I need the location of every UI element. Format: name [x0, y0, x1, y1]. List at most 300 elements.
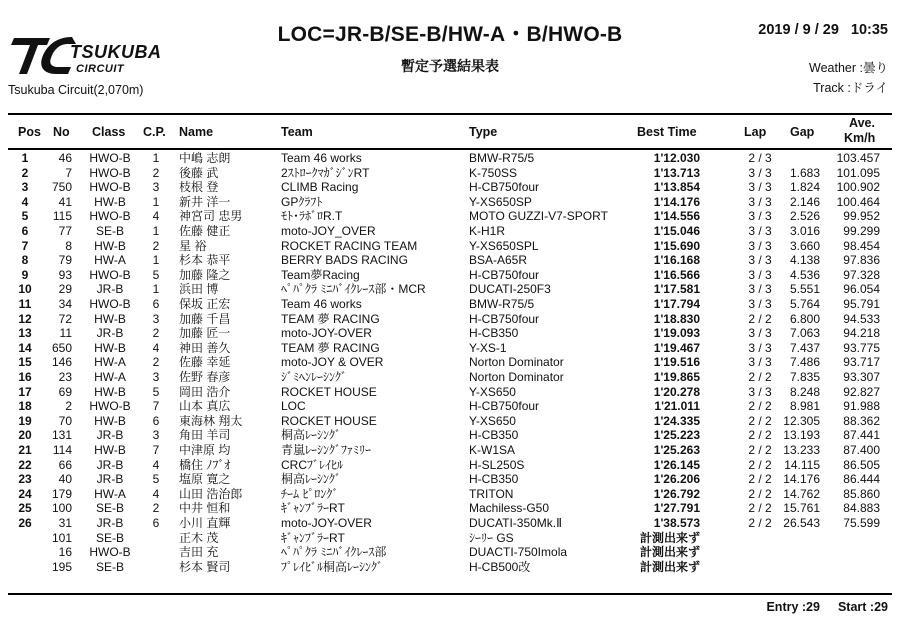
- cell-kmh: 92.827: [843, 384, 880, 399]
- cell-pos: 16: [18, 370, 32, 384]
- cell-type: K-W1SA: [469, 443, 516, 457]
- cell-pos: 1: [21, 151, 29, 165]
- cell-cls: JR-B: [96, 516, 124, 530]
- table-row: [0, 531, 900, 546]
- cell-best: 1'24.335: [653, 413, 700, 428]
- table-row: [0, 428, 900, 443]
- cell-no: 66: [58, 457, 72, 472]
- cell-name: 後藤 武: [179, 165, 219, 180]
- cell-cls: SE-B: [95, 224, 124, 238]
- cell-cp: 6: [152, 413, 160, 428]
- cell-lap: 2 / 2: [748, 413, 772, 428]
- cell-gap: 1.683: [789, 165, 820, 180]
- cell-gap: 26.543: [783, 516, 820, 530]
- cell-lap: 2 / 2: [748, 399, 772, 414]
- cell-lap: 3 / 3: [748, 253, 772, 268]
- cell-pos: 20: [18, 428, 32, 443]
- table-row: [0, 341, 900, 356]
- table-row: [0, 414, 900, 429]
- cell-cp: 1: [152, 151, 160, 165]
- cell-lap: 3 / 3: [748, 282, 772, 297]
- cell-no: 750: [51, 180, 72, 195]
- cell-gap: 8.981: [789, 399, 820, 414]
- cell-type: Y-XS650: [469, 413, 516, 428]
- cell-kmh: 97.836: [843, 253, 880, 268]
- cell-lap: 3 / 3: [748, 238, 772, 253]
- cell-name: 加藤 隆之: [179, 267, 231, 282]
- entry-count: Entry :29: [766, 600, 820, 614]
- cell-no: 77: [58, 224, 72, 238]
- cell-kmh: 101.095: [836, 165, 880, 180]
- cell-cls: HW-B: [94, 194, 126, 209]
- cell-gap: 14.762: [783, 486, 820, 501]
- cell-kmh: 85.860: [843, 486, 880, 501]
- cell-cls: HW-B: [94, 413, 126, 428]
- cell-gap: 2.526: [789, 209, 820, 224]
- cell-lap: 3 / 3: [748, 267, 772, 282]
- cell-gap: 6.800: [789, 311, 820, 326]
- col-type: Type: [469, 125, 498, 139]
- cell-cp: 4: [152, 457, 160, 472]
- cell-team: ｷﾞｬﾝﾌﾞﾗｰRT: [281, 530, 345, 545]
- cell-name: 山田 浩治郎: [179, 486, 243, 501]
- cell-cp: 4: [152, 340, 160, 355]
- cell-kmh: 86.505: [843, 457, 880, 472]
- cell-type: Norton Dominator: [469, 355, 564, 370]
- cell-pos: 10: [18, 282, 32, 297]
- cell-no: 7: [65, 165, 72, 180]
- cell-gap: 3.016: [789, 224, 820, 238]
- cell-kmh: 99.299: [843, 224, 880, 238]
- cell-no: 79: [58, 253, 72, 268]
- table-row: [0, 501, 900, 516]
- table-row: [0, 487, 900, 502]
- cell-no: 650: [51, 340, 72, 355]
- cell-no: 40: [58, 472, 72, 487]
- cell-best: 1'26.145: [653, 457, 700, 472]
- col-cp: C.P.: [143, 125, 166, 139]
- col-kmh: Km/h: [844, 131, 876, 145]
- cell-cls: HW-B: [94, 238, 126, 253]
- cell-team: ROCKET HOUSE: [281, 413, 377, 428]
- cell-best: 1'13.854: [653, 180, 700, 195]
- cell-team: Team 46 works: [281, 151, 362, 165]
- table-row: [0, 326, 900, 341]
- cell-no: 115: [52, 209, 72, 224]
- date: 2019 / 9 / 29: [758, 22, 839, 38]
- cell-name: 杉本 恭平: [179, 253, 231, 268]
- cell-cp: 4: [152, 486, 160, 501]
- cell-cls: HWO-B: [89, 545, 131, 560]
- date-time: [746, 22, 888, 38]
- cell-team: ﾓﾄ･ﾗﾎﾞﾛR.T: [281, 209, 343, 224]
- cell-team: 桐高ﾚｰｼﾝｸﾞ: [281, 428, 342, 443]
- table-row: [0, 472, 900, 487]
- cell-lap: 3 / 3: [748, 165, 772, 180]
- time: 10:35: [850, 22, 888, 38]
- cell-cp: 2: [152, 238, 160, 253]
- table-row: [0, 516, 900, 531]
- cell-name: 塩原 寛之: [179, 472, 231, 487]
- cell-no: 11: [59, 326, 72, 341]
- table-row: [0, 239, 900, 254]
- cell-cls: JR-B: [96, 472, 124, 487]
- cell-cls: HW-A: [94, 486, 126, 501]
- cell-no: 93: [58, 267, 72, 282]
- cell-name: 正木 茂: [179, 530, 219, 545]
- cell-team: ﾁｰﾑ ﾋﾟﾛﾝｸﾞ: [281, 486, 339, 501]
- cell-type: BMW-R75/5: [469, 151, 535, 165]
- cell-cls: JR-B: [96, 428, 124, 443]
- cell-lap: 2 / 2: [748, 472, 772, 487]
- cell-team: moto-JOY-OVER: [281, 516, 372, 530]
- cell-gap: 8.248: [789, 384, 820, 399]
- cell-type: H-CB350: [469, 472, 519, 487]
- cell-gap: 2.146: [789, 194, 820, 209]
- cell-team: 青嵐ﾚｰｼﾝｸﾞﾌｧﾐﾘｰ: [281, 443, 372, 457]
- cell-kmh: 97.328: [843, 267, 880, 282]
- cell-kmh: 93.307: [843, 370, 880, 384]
- cell-type: Y-XS-1: [469, 340, 507, 355]
- cell-gap: 5.764: [789, 297, 820, 311]
- cell-no: 100: [51, 501, 72, 516]
- cell-lap: 3 / 3: [748, 224, 772, 238]
- cell-cls: HW-B: [94, 340, 126, 355]
- cell-best: 計測出来ず: [639, 545, 700, 560]
- footer-rule: [8, 593, 892, 595]
- cell-name: 山本 真広: [179, 399, 231, 414]
- cell-cp: 2: [152, 165, 160, 180]
- cell-kmh: 75.599: [843, 516, 880, 530]
- cell-gap: 7.437: [789, 340, 820, 355]
- cell-lap: 2 / 2: [748, 516, 772, 530]
- cell-pos: 3: [21, 180, 29, 195]
- cell-lap: 3 / 3: [748, 194, 772, 209]
- cell-name: 岡田 浩介: [179, 384, 231, 399]
- cell-kmh: 99.952: [843, 209, 880, 224]
- cell-type: H-CB750four: [469, 267, 540, 282]
- cell-cls: HW-B: [94, 311, 126, 326]
- cell-lap: 3 / 3: [748, 340, 772, 355]
- cell-lap: 2 / 2: [748, 457, 772, 472]
- cell-lap: 3 / 3: [748, 209, 772, 224]
- table-row: [0, 458, 900, 473]
- col-pos: Pos: [18, 125, 41, 139]
- cell-type: Norton Dominator: [469, 370, 564, 384]
- cell-cls: HW-B: [94, 443, 126, 457]
- cell-pos: 14: [18, 340, 32, 355]
- cell-cp: 2: [152, 355, 160, 370]
- cell-team: GPｸﾗﾌﾄ: [281, 194, 323, 209]
- cell-name: 加藤 千昌: [179, 311, 231, 326]
- cell-team: TEAM 夢 RACING: [281, 311, 380, 326]
- table-row: [0, 385, 900, 400]
- cell-no: 34: [58, 297, 72, 311]
- cell-name: 神宮司 忠男: [179, 209, 243, 224]
- cell-cp: 5: [152, 384, 160, 399]
- table-row: [0, 560, 900, 575]
- cell-name: 加藤 匠一: [179, 326, 231, 341]
- cell-kmh: 100.464: [836, 194, 880, 209]
- cell-pos: 17: [18, 384, 32, 399]
- cell-name: 枝根 登: [179, 180, 219, 195]
- cell-team: Team 46 works: [281, 297, 362, 311]
- cell-gap: 7.486: [789, 355, 820, 370]
- cell-cp: 3: [152, 428, 160, 443]
- cell-type: H-CB750four: [469, 311, 540, 326]
- table-row: [0, 253, 900, 268]
- cell-best: 1'14.176: [653, 194, 700, 209]
- cell-gap: 3.660: [789, 238, 820, 253]
- table-row: [0, 224, 900, 239]
- cell-team: ﾌﾟﾚｲﾋﾞﾙ桐高ﾚｰｼﾝｸﾞ: [281, 559, 384, 574]
- cell-gap: 14.115: [784, 457, 820, 472]
- cell-best: 計測出来ず: [639, 559, 700, 574]
- cell-no: 46: [58, 151, 72, 165]
- col-best-time: Best Time: [637, 125, 697, 139]
- cell-name: 佐藤 健正: [179, 224, 231, 238]
- cell-best: 1'18.830: [653, 311, 700, 326]
- cell-type: Machiless-G50: [469, 501, 550, 516]
- cell-name: 吉田 充: [179, 545, 219, 560]
- table-row: [0, 180, 900, 195]
- cell-cp: 3: [152, 180, 160, 195]
- cell-cp: 7: [152, 443, 160, 457]
- col-team: Team: [281, 125, 313, 139]
- cell-type: DUCATI-250F3: [469, 282, 551, 297]
- table-row: [0, 399, 900, 414]
- cell-type: Y-XS650: [469, 384, 516, 399]
- cell-lap: 2 / 2: [748, 311, 772, 326]
- cell-lap: 3 / 3: [748, 384, 772, 399]
- cell-team: ROCKET RACING TEAM: [281, 238, 418, 253]
- cell-team: CLIMB Racing: [281, 180, 359, 195]
- cell-best: 1'16.168: [653, 253, 700, 268]
- cell-name: 佐藤 幸延: [179, 355, 231, 370]
- cell-team: CRCﾌﾞﾚｲﾋﾙ: [281, 457, 343, 472]
- cell-no: 195: [51, 559, 72, 574]
- header-top-rule: [8, 113, 892, 115]
- svg-text:TSUKUBA: TSUKUBA: [70, 42, 162, 62]
- cell-type: DUACTI-750Imola: [469, 545, 568, 560]
- cell-type: MOTO GUZZI-V7-SPORT: [469, 209, 608, 224]
- cell-gap: 4.138: [789, 253, 820, 268]
- cell-best: 1'16.566: [653, 267, 700, 282]
- cell-cls: JR-B: [96, 282, 124, 297]
- cell-team: ﾍﾟﾊﾟｸﾗ ﾐﾆﾊﾞｲｸﾚｰｽ部・MCR: [281, 282, 426, 297]
- col-name: Name: [179, 125, 214, 139]
- cell-kmh: 95.791: [843, 297, 880, 311]
- cell-cls: HWO-B: [89, 151, 131, 165]
- table-row: [0, 443, 900, 458]
- cell-no: 16: [58, 545, 72, 560]
- cell-team: moto-JOY & OVER: [281, 355, 384, 370]
- cell-no: 146: [51, 355, 72, 370]
- start-count: Start :29: [837, 600, 888, 614]
- cell-gap: 15.761: [783, 501, 820, 516]
- cell-type: TRITON: [469, 486, 514, 501]
- cell-no: 23: [58, 370, 72, 384]
- cell-no: 31: [58, 516, 72, 530]
- cell-no: 41: [58, 194, 72, 209]
- cell-team: ｼﾞﾐﾍﾝﾚｰｼﾝｸﾞ: [281, 370, 348, 384]
- cell-type: Y-XS650SPL: [469, 238, 539, 253]
- cell-pos: 2: [21, 165, 29, 180]
- cell-cp: 2: [152, 501, 160, 516]
- cell-kmh: 96.054: [843, 282, 880, 297]
- cell-name: 角田 羊司: [179, 428, 231, 443]
- cell-team: 2ｽﾄﾛｰｸﾏｶﾞｼﾞﾝRT: [281, 165, 370, 180]
- cell-cp: 1: [152, 253, 160, 268]
- cell-kmh: 94.218: [843, 326, 880, 341]
- cell-cls: SE-B: [95, 501, 124, 516]
- cell-pos: 11: [18, 297, 32, 311]
- cell-gap: 13.233: [783, 443, 820, 457]
- cell-type: H-CB750four: [469, 399, 540, 414]
- cell-pos: 8: [21, 253, 29, 268]
- cell-pos: 21: [18, 443, 32, 457]
- table-row: [0, 195, 900, 210]
- cell-name: 浜田 博: [179, 282, 219, 297]
- cell-type: K-H1R: [469, 224, 506, 238]
- cell-team: ｷﾞｬﾝﾌﾞﾗｰRT: [281, 501, 345, 516]
- cell-pos: 24: [18, 486, 32, 501]
- cell-kmh: 94.533: [843, 311, 880, 326]
- cell-lap: 2 / 2: [748, 486, 772, 501]
- header-bottom-rule: [8, 148, 892, 150]
- cell-best: 1'21.011: [654, 399, 700, 414]
- weather: Weather :曇り: [809, 61, 888, 75]
- cell-cp: 6: [152, 297, 160, 311]
- cell-cls: JR-B: [96, 457, 124, 472]
- cell-type: BMW-R75/5: [469, 297, 535, 311]
- cell-kmh: 98.454: [843, 238, 880, 253]
- page-subtitle: 暫定予選結果表: [401, 58, 499, 74]
- cell-gap: 7.063: [789, 326, 820, 341]
- cell-kmh: 84.883: [843, 501, 880, 516]
- cell-pos: 5: [21, 209, 29, 224]
- svg-text:CIRCUIT: CIRCUIT: [76, 63, 125, 75]
- cell-best: 1'14.556: [653, 209, 700, 224]
- cell-no: 29: [58, 282, 72, 297]
- cell-pos: 13: [18, 326, 32, 341]
- cell-pos: 22: [18, 457, 32, 472]
- cell-lap: 3 / 3: [748, 180, 772, 195]
- table-row: [0, 297, 900, 312]
- cell-cls: HWO-B: [89, 399, 131, 414]
- table-row: [0, 370, 900, 385]
- cell-type: DUCATI-350Mk.Ⅱ: [469, 516, 563, 530]
- cell-pos: 7: [21, 238, 29, 253]
- cell-cp: 5: [152, 267, 160, 282]
- cell-cls: HWO-B: [89, 297, 131, 311]
- cell-best: 1'25.223: [653, 428, 700, 443]
- cell-pos: 12: [18, 311, 32, 326]
- cell-team: moto-JOY_OVER: [281, 224, 376, 238]
- cell-best: 1'19.093: [653, 326, 700, 341]
- cell-no: 101: [51, 530, 72, 545]
- cell-pos: 25: [18, 501, 32, 516]
- cell-type: H-CB350: [469, 326, 519, 341]
- col-ave: Ave.: [849, 116, 875, 130]
- table-row: [0, 166, 900, 181]
- cell-gap: 7.835: [789, 370, 820, 384]
- cell-team: 桐高ﾚｰｼﾝｸﾞ: [281, 472, 342, 487]
- cell-gap: 5.551: [789, 282, 820, 297]
- cell-no: 131: [51, 428, 72, 443]
- cell-lap: 3 / 3: [748, 297, 772, 311]
- circuit-info: Tsukuba Circuit(2,070m): [8, 83, 144, 97]
- footer-counts: [748, 600, 888, 614]
- cell-cls: HW-B: [94, 384, 126, 399]
- cell-pos: 15: [18, 355, 32, 370]
- cell-kmh: 88.362: [843, 413, 880, 428]
- cell-cls: HWO-B: [89, 267, 131, 282]
- cell-cp: 7: [152, 399, 160, 414]
- cell-type: Y-XS650SP: [469, 194, 532, 209]
- cell-no: 69: [58, 384, 72, 399]
- cell-best: 1'15.046: [653, 224, 700, 238]
- table-row: [0, 282, 900, 297]
- track-condition: Track :ドライ: [813, 81, 888, 95]
- cell-name: 中井 恒和: [179, 501, 231, 516]
- cell-type: BSA-A65R: [469, 253, 528, 268]
- cell-team: LOC: [281, 399, 306, 414]
- cell-best: 1'20.278: [653, 384, 700, 399]
- cell-no: 2: [65, 399, 72, 414]
- cell-cp: 1: [152, 282, 160, 297]
- cell-best: 1'19.516: [653, 355, 700, 370]
- cell-cp: 5: [152, 472, 160, 487]
- table-row: [0, 209, 900, 224]
- cell-team: moto-JOY-OVER: [281, 326, 372, 341]
- cell-gap: 1.824: [789, 180, 820, 195]
- cell-pos: 6: [21, 224, 29, 238]
- cell-cp: 3: [152, 370, 160, 384]
- cell-pos: 18: [18, 399, 32, 414]
- cell-team: BERRY BADS RACING: [281, 253, 408, 268]
- cell-type: ｼｰﾘｰ GS: [469, 530, 514, 545]
- cell-lap: 2 / 2: [748, 443, 772, 457]
- cell-name: 中津原 均: [179, 443, 231, 457]
- cell-best: 計測出来ず: [639, 530, 700, 545]
- cell-kmh: 91.988: [843, 399, 880, 414]
- table-row: [0, 545, 900, 560]
- cell-cp: 1: [152, 194, 160, 209]
- cell-name: 橋住 ﾉﾌﾞｵ: [179, 457, 231, 472]
- cell-lap: 3 / 3: [748, 326, 772, 341]
- cell-kmh: 87.441: [843, 428, 880, 443]
- cell-best: 1'17.794: [653, 297, 700, 311]
- cell-cls: HW-A: [94, 253, 126, 268]
- col-lap: Lap: [744, 125, 767, 139]
- cell-name: 新井 洋一: [179, 194, 231, 209]
- cell-name: 中嶋 志朗: [179, 151, 231, 165]
- table-row: [0, 268, 900, 283]
- cell-type: H-CB750four: [469, 180, 540, 195]
- cell-type: K-750SS: [469, 165, 518, 180]
- cell-pos: 9: [21, 267, 29, 282]
- cell-name: 保坂 正宏: [179, 297, 231, 311]
- table-row: [0, 355, 900, 370]
- cell-best: 1'26.206: [653, 472, 700, 487]
- cell-best: 1'15.690: [653, 238, 700, 253]
- cell-no: 72: [58, 311, 72, 326]
- cell-team: Team夢Racing: [281, 267, 360, 282]
- cell-lap: 2 / 3: [748, 151, 772, 165]
- cell-lap: 2 / 2: [748, 501, 772, 516]
- cell-cp: 2: [152, 326, 160, 341]
